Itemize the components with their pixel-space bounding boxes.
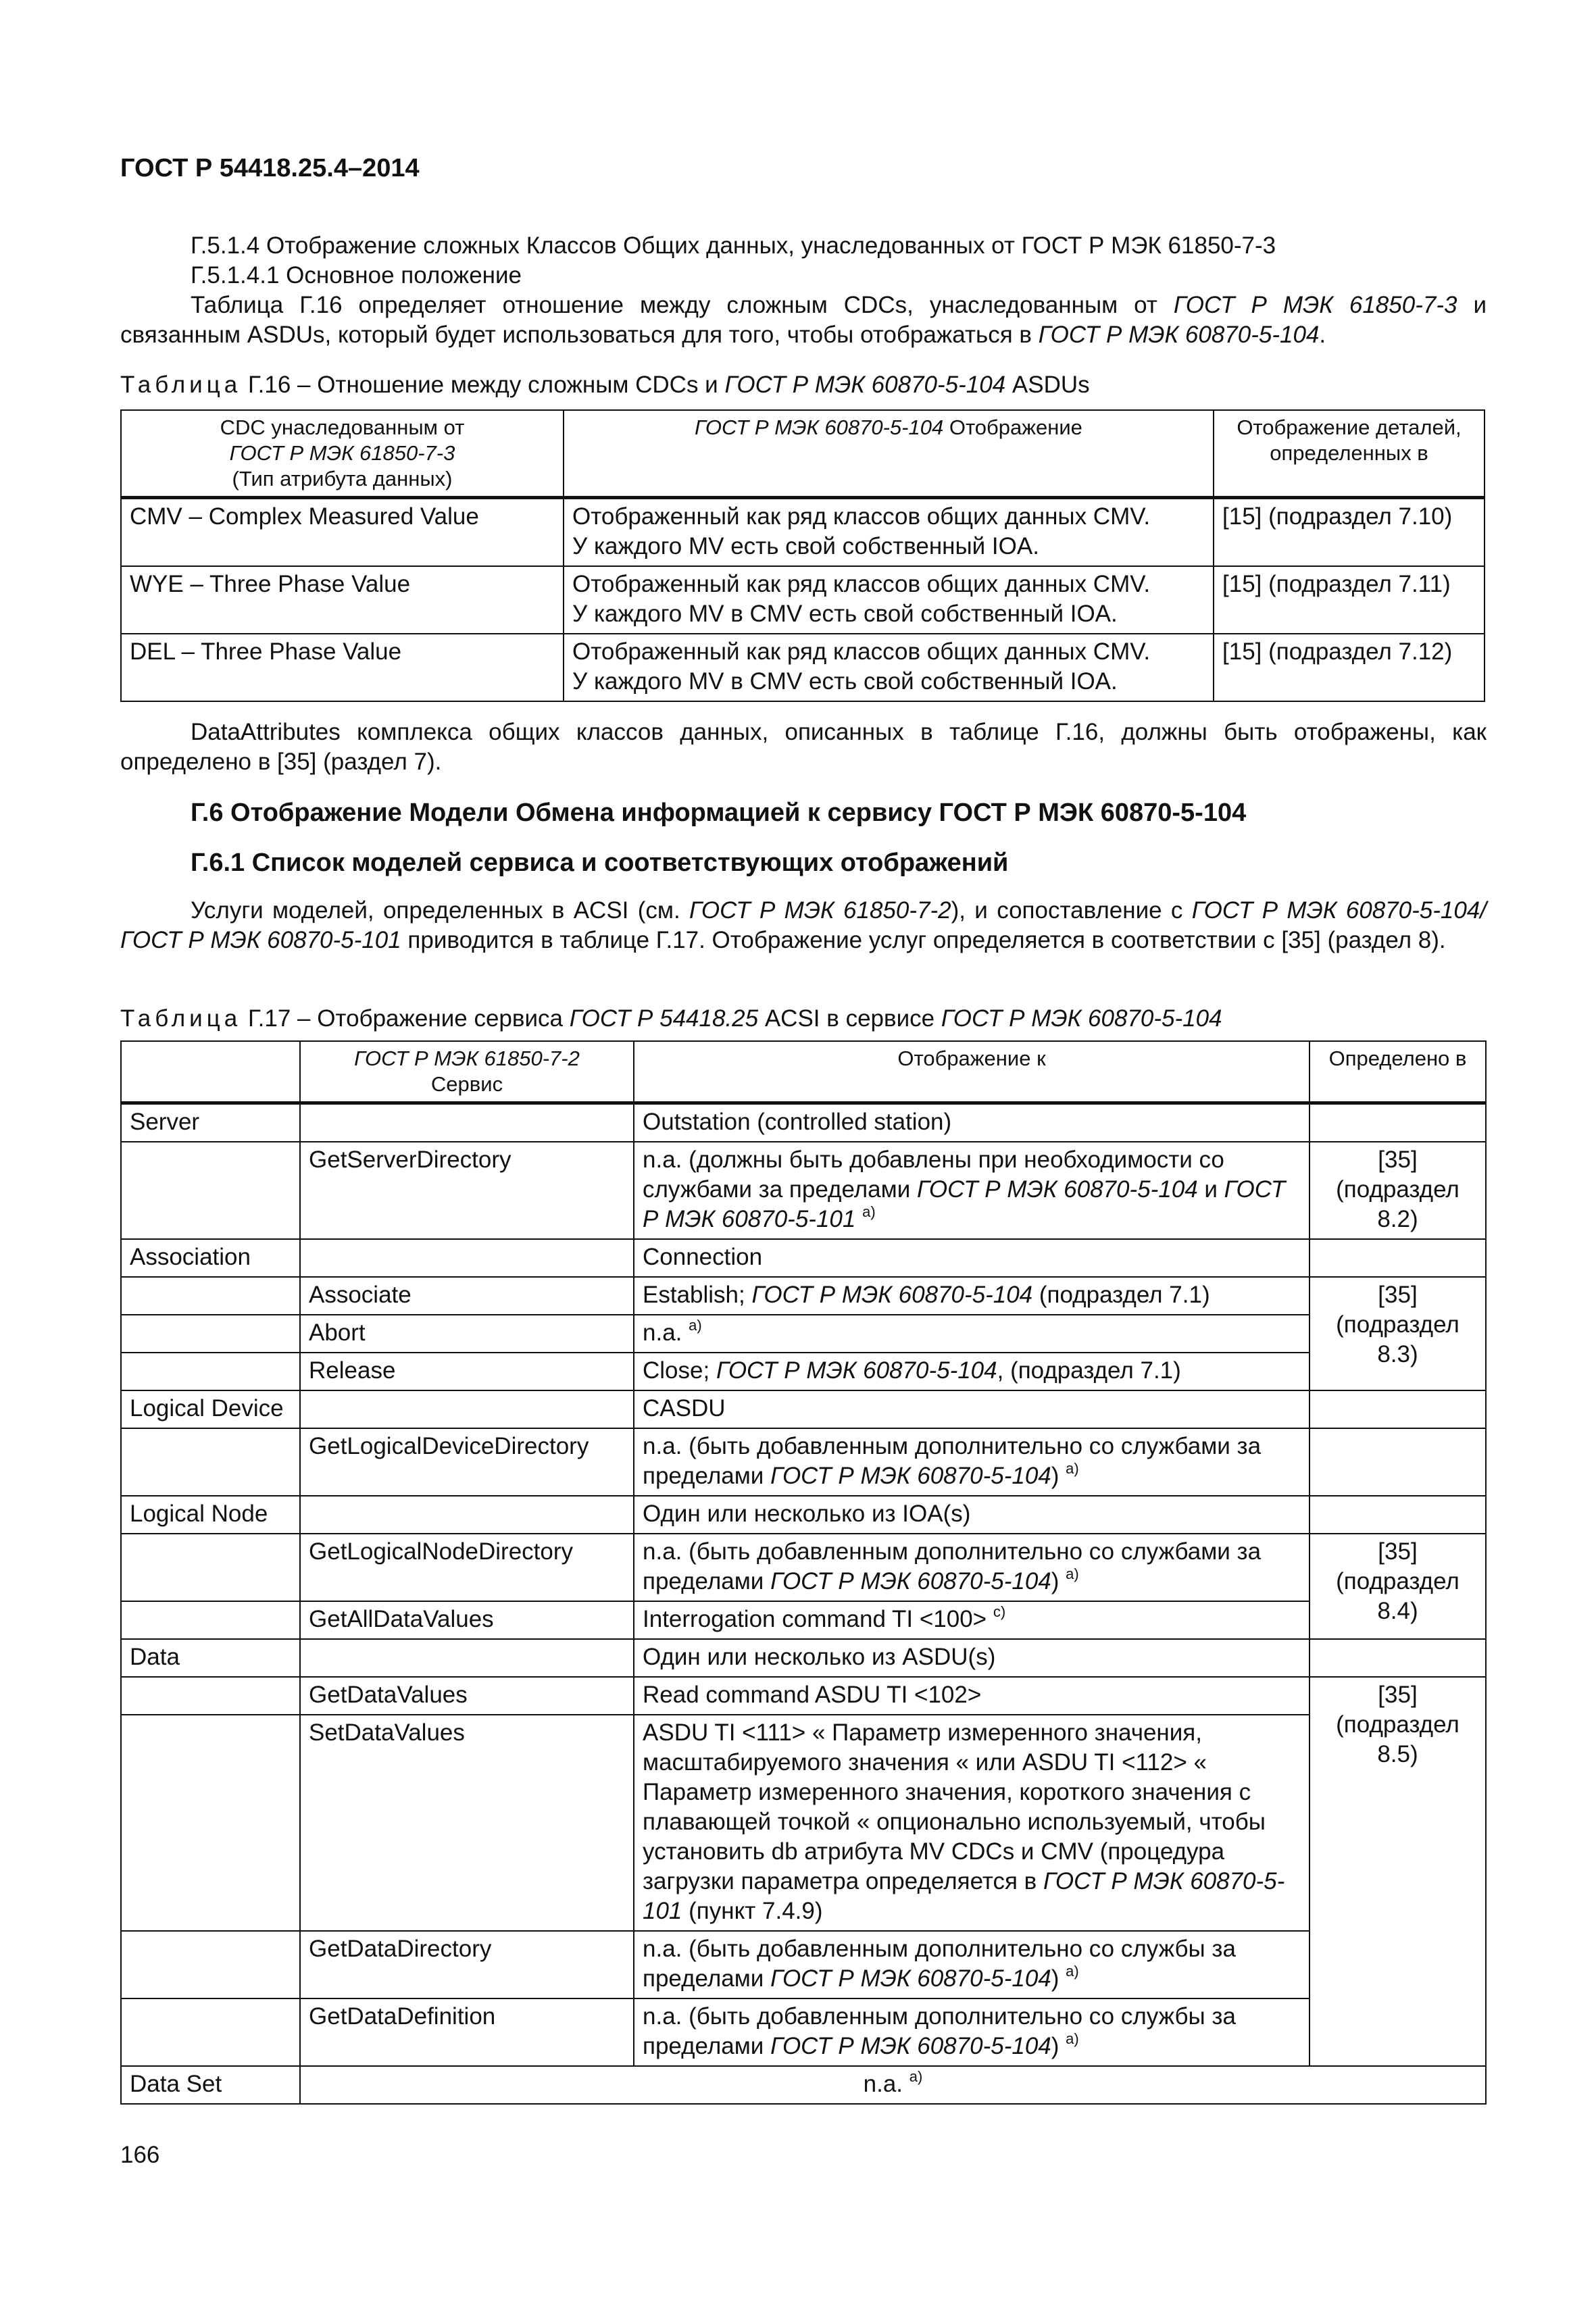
service-cell: GetAllDataValues: [300, 1601, 634, 1639]
table-row: [121, 1998, 1486, 2066]
page-number: 166: [120, 2142, 160, 2168]
table-row: [121, 1315, 1486, 1353]
mapping-cell: Один или несколько из IOA(s): [634, 1496, 1310, 1534]
footnote-marker: a): [862, 1203, 876, 1221]
service-cell: SetDataValues: [300, 1715, 634, 1931]
column-header-model: [121, 1041, 300, 1103]
reference-cell: [1310, 1496, 1486, 1534]
section-heading-g6: Г.6 Отображение Модели Обмена информацией к сервису ГОСТ Р МЭК 60870-5-104: [191, 799, 1247, 827]
standard-reference: ГОСТ Р МЭК 61850-7-3: [1173, 292, 1457, 318]
reference-cell: [1310, 1103, 1486, 1142]
table-header-row: [121, 410, 1485, 498]
table-row: [121, 1715, 1486, 1931]
table-row: [121, 1353, 1486, 1390]
service-cell: [300, 1639, 634, 1677]
reference-cell: [15] (подраздел 7.11): [1214, 566, 1485, 634]
table-17-caption: Таблица Г.17 – Отображение сервиса ГОСТ Р 54418.25 ACSI в сервисе ГОСТ Р МЭК 60870-5-104: [120, 1005, 1222, 1032]
mapping-cell: Отображенный как ряд классов общих данных CMV. У каждого MV в CMV есть свой собственный IOA.: [564, 566, 1214, 634]
model-cell: Server: [121, 1103, 300, 1142]
service-cell: [300, 1390, 634, 1428]
column-header-mapping: Отображение к: [634, 1041, 1310, 1103]
cdc-cell: WYE – Three Phase Value: [121, 566, 564, 634]
table-header-row: [121, 1041, 1486, 1103]
mapping-cell: CASDU: [634, 1390, 1310, 1428]
reference-cell: [15] (подраздел 7.10): [1214, 498, 1485, 567]
reference-cell: [1310, 1428, 1486, 1496]
reference-cell: [35] (подраздел 8.5): [1310, 1677, 1486, 2066]
model-cell: [121, 1277, 300, 1315]
table-row: [121, 1677, 1486, 1715]
column-header-cdc: CDC унаследованным от ГОСТ Р МЭК 61850-7-3 (Тип атрибута данных): [121, 410, 564, 498]
service-cell: [300, 1496, 634, 1534]
model-cell: Association: [121, 1239, 300, 1277]
service-cell: GetDataDefinition: [300, 1998, 634, 2066]
services-paragraph: Услуги моделей, определенных в ACSI (см. ГОСТ Р МЭК 61850-7-2), и сопоставление с ГОСТ Р МЭК 60870-5-104/ ГОСТ Р МЭК 60870-5-101 приводится в таблице Г.17. Отображение услуг определяется в соответствии с [35] (раздел 8).: [120, 897, 1487, 953]
paragraph-data-attributes: DataAttributes комплекса общих классов данных, описанных в таблице Г.16, должны быть отображены, как определено в [35] (раздел 7).: [120, 719, 1487, 775]
reference-cell: [15] (подраздел 7.12): [1214, 634, 1485, 701]
mapping-cell: Establish; ГОСТ Р МЭК 60870-5-104 (подраздел 7.1): [634, 1277, 1310, 1315]
mapping-cell: n.a. $^{a)}$: [300, 2066, 1486, 2104]
model-cell: [121, 1142, 300, 1239]
clause-heading-g5141: Г.5.1.4.1 Основное положение: [191, 262, 522, 288]
reference-cell: [35] (подраздел 8.4): [1310, 1534, 1486, 1639]
model-cell: [121, 1601, 300, 1639]
service-cell: Associate: [300, 1277, 634, 1315]
table-17: [120, 1040, 1487, 2105]
standard-reference: ГОСТ Р МЭК 60870-5-104: [1038, 322, 1320, 348]
footnote-marker: a): [1066, 1963, 1079, 1980]
service-cell: GetDataDirectory: [300, 1931, 634, 1998]
cdc-cell: DEL – Three Phase Value: [121, 634, 564, 701]
mapping-cell: Interrogation command TI <100> $^{c)}$: [634, 1601, 1310, 1639]
footnote-marker: c): [993, 1603, 1006, 1621]
table-row: [121, 1277, 1486, 1315]
mapping-cell: Connection: [634, 1239, 1310, 1277]
mapping-cell: Outstation (controlled station): [634, 1103, 1310, 1142]
mapping-cell: Отображенный как ряд классов общих данных CMV. У каждого MV в CMV есть свой собственный IOA.: [564, 634, 1214, 701]
reference-cell: [1310, 1390, 1486, 1428]
model-cell: Data Set: [121, 2066, 300, 2104]
mapping-cell: n.a. (быть добавленным дополнительно со службами за пределами ГОСТ Р МЭК 60870-5-104) $^{a)}$: [634, 1534, 1310, 1601]
document-title: ГОСТ Р 54418.25.4–2014: [120, 154, 420, 182]
mapping-cell: ASDU TI <111> « Параметр измеренного значения, масштабируемого значения « или ASDU TI <112> « Параметр измеренного значения, короткого значения с плавающей точкой « опционально используемый, чтобы установить db атрибута MV CDCs и CMV (процедура загрузки параметра определяется в ГОСТ Р МЭК 60870-5-101 (пункт 7.4.9): [634, 1715, 1310, 1931]
mapping-cell: n.a. (быть добавленным дополнительно со службами за пределами ГОСТ Р МЭК 60870-5-104) $^{a)}$: [634, 1428, 1310, 1496]
mapping-cell: n.a. (быть добавленным дополнительно со службы за пределами ГОСТ Р МЭК 60870-5-104) $^{a)}$: [634, 1998, 1310, 2066]
service-cell: [300, 1239, 634, 1277]
clause-heading-g514: Г.5.1.4 Отображение сложных Классов Общих данных, унаследованных от ГОСТ Р МЭК 61850-7-3: [191, 232, 1276, 259]
table-row: [121, 1534, 1486, 1601]
column-header-mapping: ГОСТ Р МЭК 60870-5-104 Отображение: [564, 410, 1214, 498]
table-16: [120, 409, 1485, 702]
column-header-details: Отображение деталей, определенных в: [1214, 410, 1485, 498]
service-cell: GetDataValues: [300, 1677, 634, 1715]
mapping-cell: n.a. (должны быть добавлены при необходимости со службами за пределами ГОСТ Р МЭК 60870-5-104 и ГОСТ Р МЭК 60870-5-101 $^{a)}$: [634, 1142, 1310, 1239]
model-cell: Data: [121, 1639, 300, 1677]
footnote-marker: a): [909, 2068, 923, 2086]
footnote-marker: a): [689, 1317, 702, 1334]
table-row: [121, 498, 1485, 567]
table-row: [121, 1931, 1486, 1998]
mapping-cell: Read command ASDU TI <102>: [634, 1677, 1310, 1715]
mapping-cell: Отображенный как ряд классов общих данных CMV. У каждого MV есть свой собственный IOA.: [564, 498, 1214, 567]
model-cell: [121, 1998, 300, 2066]
table-row: [121, 1239, 1486, 1277]
reference-cell: [35] (подраздел 8.3): [1310, 1277, 1486, 1390]
service-cell: GetLogicalNodeDirectory: [300, 1534, 634, 1601]
reference-cell: [1310, 1639, 1486, 1677]
table-row: [121, 1639, 1486, 1677]
reference-cell: [35] (подраздел 8.2): [1310, 1142, 1486, 1239]
cdc-cell: CMV – Complex Measured Value: [121, 498, 564, 567]
mapping-cell: Close; ГОСТ Р МЭК 60870-5-104, (подраздел 7.1): [634, 1353, 1310, 1390]
service-cell: GetLogicalDeviceDirectory: [300, 1428, 634, 1496]
model-cell: [121, 1428, 300, 1496]
model-cell: Logical Device: [121, 1390, 300, 1428]
intro-paragraph: Таблица Г.16 определяет отношение между сложным CDCs, унаследованным от ГОСТ Р МЭК 61850-7-3 и связанным ASDUs, который будет использоваться для того, чтобы отображаться в ГОСТ Р МЭК 60870-5-104.: [120, 292, 1487, 348]
model-cell: [121, 1534, 300, 1601]
column-header-defined-in: Определено в: [1310, 1041, 1486, 1103]
table-row: [121, 1142, 1486, 1239]
service-cell: Abort: [300, 1315, 634, 1353]
model-cell: Logical Node: [121, 1496, 300, 1534]
table-row: [121, 1601, 1486, 1639]
table-row: [121, 1428, 1486, 1496]
footnote-marker: a): [1066, 1460, 1079, 1478]
model-cell: [121, 1677, 300, 1715]
table-row: [121, 1103, 1486, 1142]
table-row: [121, 634, 1485, 701]
mapping-cell: Один или несколько из ASDU(s): [634, 1639, 1310, 1677]
table-16-caption: Таблица Г.16 – Отношение между сложным CDCs и ГОСТ Р МЭК 60870-5-104 ASDUs: [120, 372, 1090, 398]
reference-cell: [1310, 1239, 1486, 1277]
section-heading-g61: Г.6.1 Список моделей сервиса и соответствующих отображений: [191, 849, 1009, 877]
model-cell: [121, 1931, 300, 1998]
table-row: [121, 1390, 1486, 1428]
footnote-marker: a): [1066, 1565, 1079, 1583]
table-row: [121, 1496, 1486, 1534]
mapping-cell: n.a. $^{a)}$: [634, 1315, 1310, 1353]
service-cell: GetServerDirectory: [300, 1142, 634, 1239]
model-cell: [121, 1353, 300, 1390]
model-cell: [121, 1315, 300, 1353]
footnote-marker: a): [1066, 2030, 1079, 2048]
service-cell: [300, 1103, 634, 1142]
column-header-service: ГОСТ Р МЭК 61850-7-2 Сервис: [300, 1041, 634, 1103]
table-row: [121, 2066, 1486, 2104]
mapping-cell: n.a. (быть добавленным дополнительно со службы за пределами ГОСТ Р МЭК 60870-5-104) $^{a)}$: [634, 1931, 1310, 1998]
table-row: [121, 566, 1485, 634]
service-cell: Release: [300, 1353, 634, 1390]
model-cell: [121, 1715, 300, 1931]
